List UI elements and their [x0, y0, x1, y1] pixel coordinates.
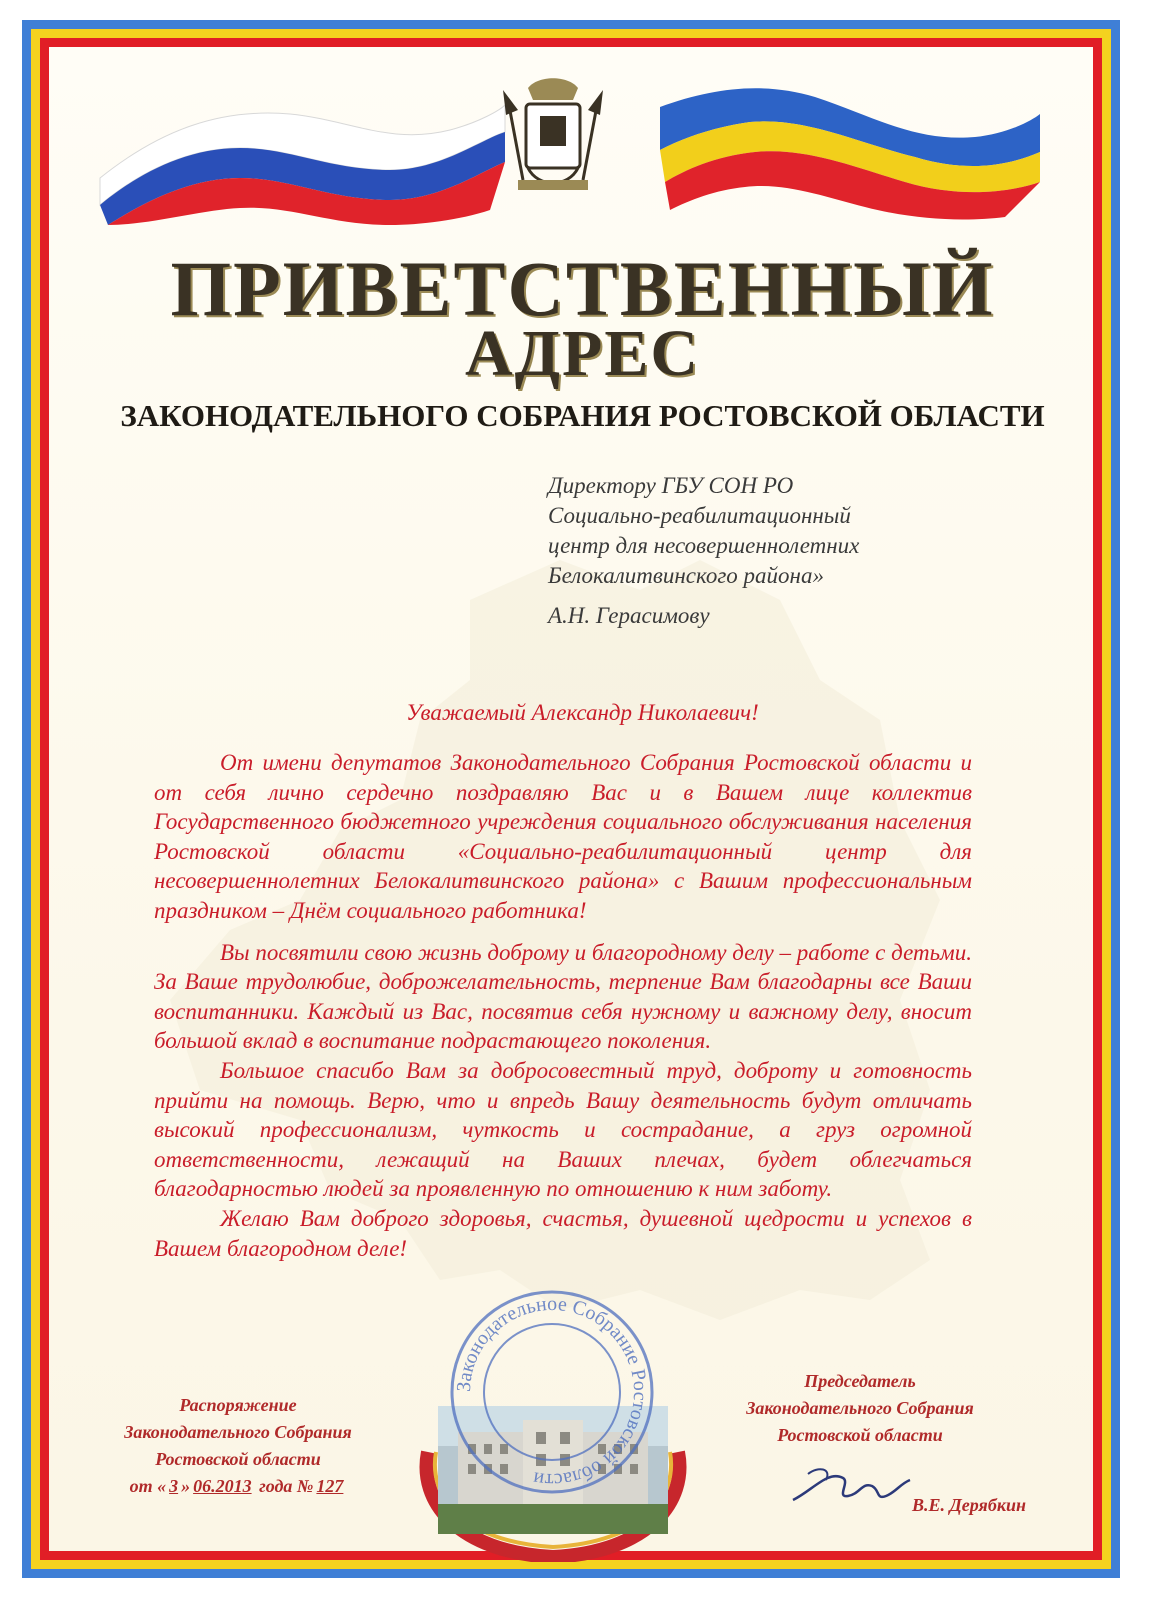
russia-flag	[90, 100, 510, 225]
salutation: Уважаемый Александр Николаевич!	[406, 700, 759, 725]
signatory-line: Председатель	[804, 1371, 916, 1391]
document-title-line2: АДРЕС	[464, 317, 701, 390]
addressee-line: Директору ГБУ СОН РО	[548, 473, 794, 498]
svg-text:Законодательное Собрание Росто	[453, 1293, 651, 1491]
addressee-block	[548, 471, 998, 591]
letter-paragraph: От имени депутатов Законодательного Собрания Ростовской области и от себя лично сердечно поздравляю Вас и в Вашем лице коллектив Государственного бюджетного учреждения социального обслуживания населения Ростовской области «Социально-реабилитационный центр для несовершеннолетних Белокалитвинского района» с Вашим профессиональным праздником – Днём социального работника!	[154, 750, 972, 923]
document-title-line1: ПРИВЕТСТВЕННЫЙ	[170, 245, 995, 332]
order-sep: »	[181, 1476, 191, 1496]
coat-of-arms-icon	[498, 70, 608, 200]
signatory-line: Законодательного Собрания	[746, 1398, 974, 1418]
order-date-line	[88, 1473, 388, 1500]
letter-paragraph: Желаю Вам доброго здоровья, счастья, душевной щедрости и успехов в Вашем благородном деле!	[154, 1205, 972, 1261]
recipient-name: А.Н. Герасимову	[548, 603, 710, 628]
order-suffix: года №	[259, 1476, 314, 1496]
signatory-name: В.Е. Дерябкин	[912, 1495, 1026, 1515]
official-stamp	[442, 1282, 662, 1502]
order-line: Распоряжение	[179, 1395, 297, 1415]
issuer-title: ЗАКОНОДАТЕЛЬНОГО СОБРАНИЯ РОСТОВСКОЙ ОБЛАСТИ	[120, 398, 1045, 433]
order-prefix: от «	[129, 1476, 167, 1496]
order-block	[88, 1392, 388, 1500]
rostov-flag	[655, 82, 1045, 222]
order-day: 3	[169, 1476, 179, 1496]
addressee-line: Белокалитвинского района»	[548, 563, 824, 588]
letter-body	[154, 748, 972, 1263]
order-line: Ростовской области	[155, 1449, 321, 1469]
signatory-block	[720, 1368, 1000, 1449]
addressee-line: центр для несовершеннолетних	[548, 533, 860, 558]
letter-paragraph: Вы посвятили свою жизнь доброму и благородному делу – работе с детьми. За Ваше трудолюбие, доброжелательность, терпение Вам благодарны все Ваши воспитанники. Каждый из Вас, посвятив себя нужному и важному делу, вносит большой вклад в воспитание подрастающего поколения.	[154, 939, 972, 1054]
letter-paragraph: Большое спасибо Вам за добросовестный труд, доброту и готовность прийти на помощь. Верю, что и впредь Вашу деятельность будут отличать высокий профессионализм, чуткость и сострадание, а груз огромной ответственности, лежащий на Ваших плечах, будет облегчаться благодарностью людей за проявленную по отношению к ним заботу.	[154, 1057, 972, 1202]
order-line: Законодательного Собрания	[124, 1422, 352, 1442]
order-number: 127	[316, 1476, 344, 1496]
order-month-year: 06.2013	[193, 1476, 252, 1496]
signatory-line: Ростовской области	[777, 1425, 943, 1445]
handwritten-signature	[788, 1460, 918, 1510]
addressee-line: Социально-реабилитационный	[548, 503, 851, 528]
stamp-text: Законодательное Собрание Ростовской области	[452, 1292, 652, 1492]
